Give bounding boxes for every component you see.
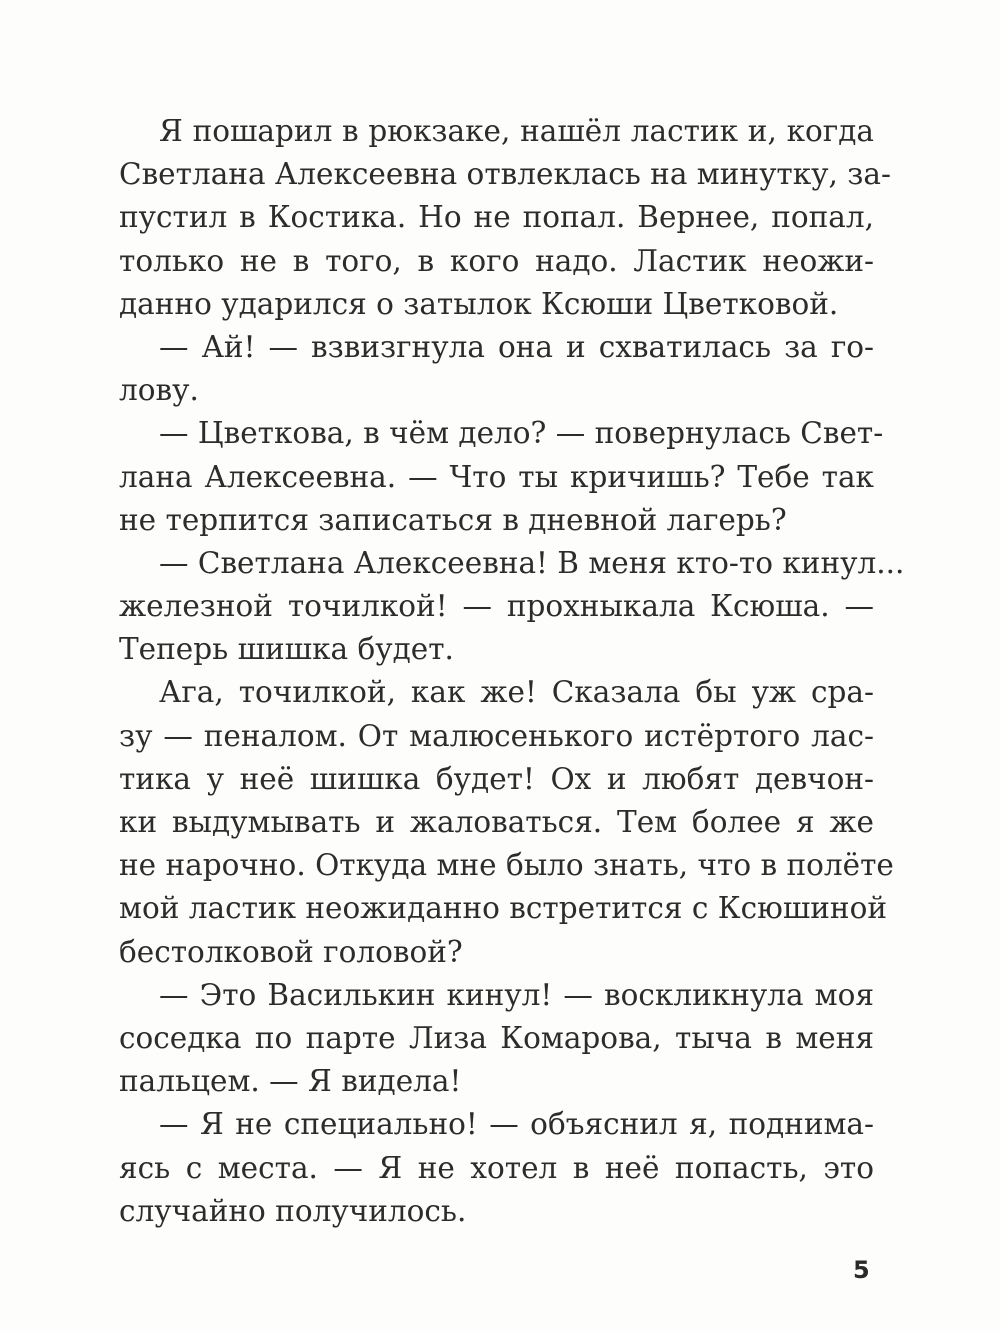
text-line: — Ай! — взвизгнула она и схватилась за го-	[159, 329, 874, 364]
text-line: — Светлана Алексеевна! В меня кто-то кинул...	[159, 545, 905, 580]
text-line: данно ударился о затылок Ксюши Цветковой.	[119, 286, 839, 321]
text-line: лана Алексеевна. — Что ты кричишь? Тебе так	[119, 459, 874, 494]
body-text	[119, 110, 905, 1233]
text-line: — Я не специально! — объяснил я, поднима-	[159, 1107, 874, 1142]
text-line: бестолковой головой?	[119, 934, 463, 969]
page-number: 5	[853, 1256, 870, 1284]
text-line: только не в того, в кого надо. Ластик неожи-	[119, 243, 874, 278]
text-line: Светлана Алексеевна отвлеклась на минутку, за-	[119, 157, 891, 192]
text-line: ки выдумывать и жаловаться. Тем более я же	[119, 805, 874, 839]
text-line: не терпится записаться в дневной лагерь?	[119, 502, 787, 537]
text-line: — Это Василькин кинул! — воскликнула моя	[159, 977, 874, 1012]
text-line: пустил в Костика. Но не попал. Вернее, попал,	[119, 200, 874, 235]
text-line: случайно получилось.	[119, 1193, 467, 1228]
text-line: Ага, точилкой, как же! Сказала бы уж сра-	[159, 675, 874, 710]
text-line: ясь с места. — Я не хотел в неё попасть, это	[119, 1150, 874, 1185]
text-line: железной точилкой! — прохныкала Ксюша. —	[119, 589, 874, 624]
text-line: не нарочно. Откуда мне было знать, что в полёте	[119, 848, 894, 883]
text-line: Теперь шишка будет.	[119, 632, 454, 667]
text-line: Я пошарил в рюкзаке, нашёл ластик и, когда	[159, 114, 874, 148]
text-line: пальцем. — Я видела!	[119, 1064, 462, 1099]
text-line: — Цветкова, в чём дело? — повернулась Свет-	[159, 416, 884, 451]
text-line: зу — пеналом. От малюсенького истёртого лас-	[119, 718, 874, 753]
text-line: тика у неё шишка будет! Ох и любят девчон-	[119, 761, 874, 796]
text-line: соседка по парте Лиза Комарова, тыча в меня	[119, 1020, 874, 1055]
text-line: лову.	[119, 373, 199, 408]
text-line: мой ластик неожиданно встретится с Ксюшиной	[119, 891, 887, 926]
